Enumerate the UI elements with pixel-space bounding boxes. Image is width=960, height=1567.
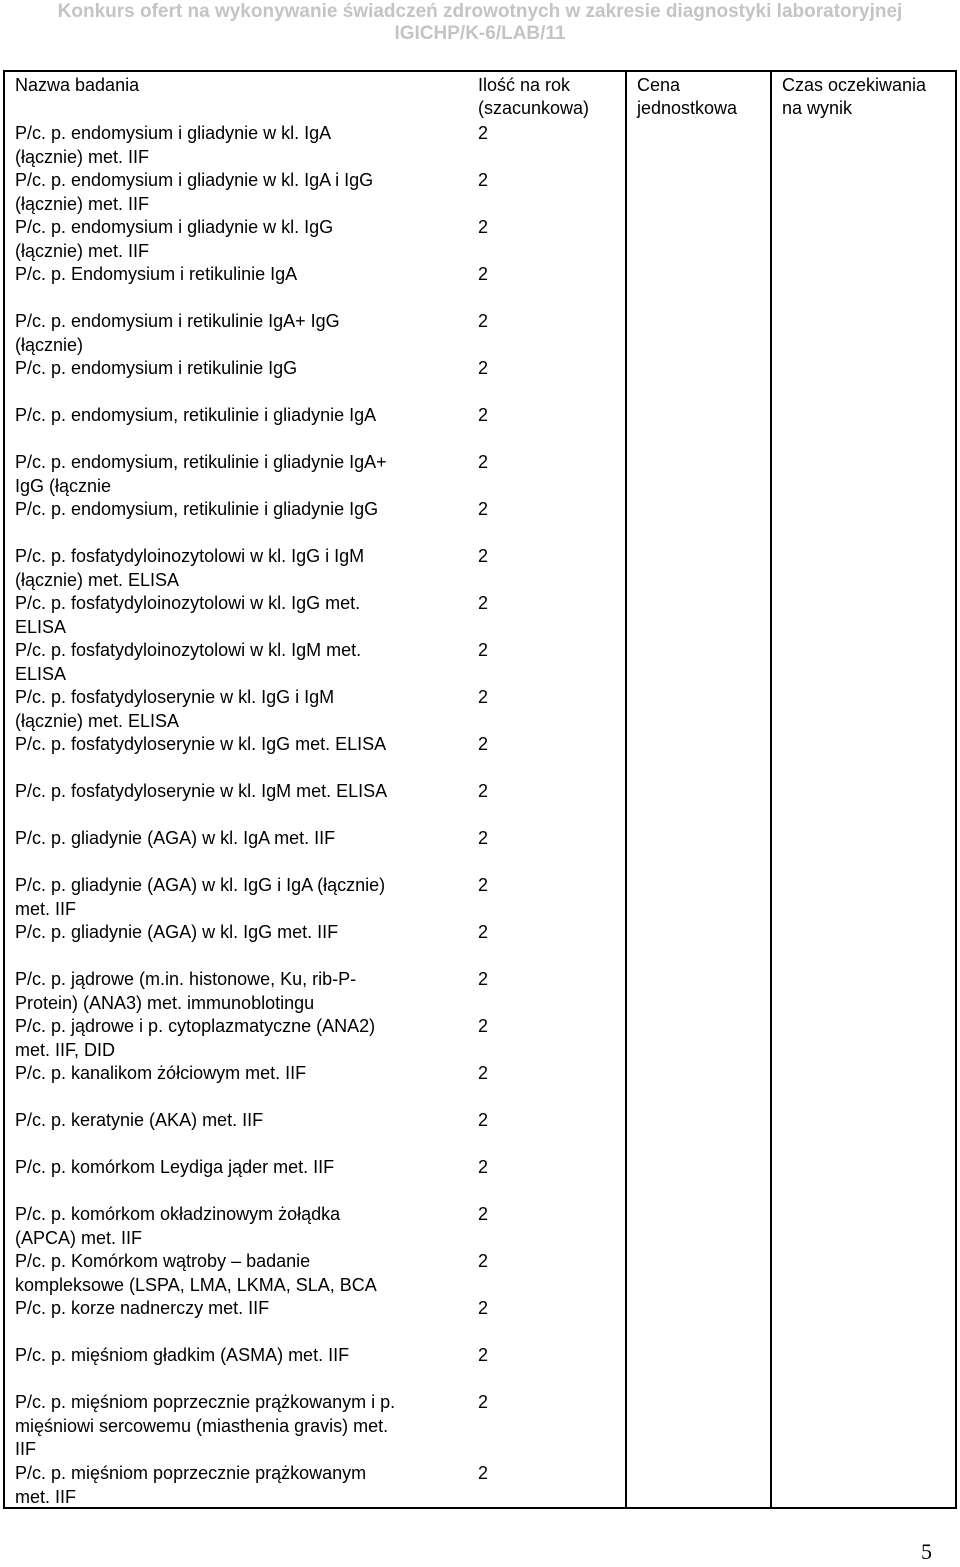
column-divider — [625, 1295, 627, 1342]
column-divider — [625, 731, 627, 778]
unit-price-cell — [625, 966, 770, 1013]
test-name-cell — [5, 449, 464, 496]
column-divider — [625, 167, 627, 214]
unit-price-cell — [625, 590, 770, 637]
wait-time-cell — [770, 120, 955, 167]
wait-time-cell — [770, 214, 955, 261]
quantity-cell — [464, 1013, 625, 1060]
unit-price-cell — [625, 1154, 770, 1201]
unit-price-cell — [625, 1460, 770, 1507]
column-divider — [770, 637, 772, 684]
column-divider — [625, 1389, 627, 1460]
test-name-cell — [5, 1107, 464, 1154]
unit-price-cell — [625, 261, 770, 308]
table-row — [3, 308, 957, 355]
quantity-cell — [464, 167, 625, 214]
column-divider — [770, 825, 772, 872]
quantity-cell — [464, 449, 625, 496]
quantity-cell — [464, 1154, 625, 1201]
quantity-value: 2 — [478, 1063, 489, 1083]
test-name-line: (łącznie) met. IIF — [15, 146, 150, 167]
column-divider — [625, 1460, 627, 1507]
test-name-line: P/c. p. fosfatydyloserynie w kl. IgG i IgM — [15, 687, 335, 707]
quantity-cell — [464, 402, 625, 449]
unit-price-cell — [625, 919, 770, 966]
test-name-line: ELISA — [15, 616, 67, 637]
quantity-cell — [464, 1295, 625, 1342]
quantity-value: 2 — [478, 781, 489, 801]
test-name-line: IgG (łącznie — [15, 475, 112, 496]
quantity-value: 2 — [478, 1298, 489, 1318]
table-row — [3, 1013, 957, 1060]
column-divider — [770, 1013, 772, 1060]
table-row — [3, 120, 957, 167]
column-divider — [770, 731, 772, 778]
column-divider — [770, 496, 772, 543]
wait-time-cell — [770, 496, 955, 543]
test-name-line: P/c. p. Komórkom wątroby – badanie — [15, 1251, 311, 1271]
column-divider — [625, 1107, 627, 1154]
wait-time-cell — [770, 919, 955, 966]
column-divider — [625, 308, 627, 355]
quantity-value: 2 — [478, 170, 489, 190]
header-price-sublabel: jednostkowa — [637, 98, 738, 118]
unit-price-cell — [625, 1248, 770, 1295]
quantity-value: 2 — [478, 1392, 489, 1412]
unit-price-cell — [625, 637, 770, 684]
test-name-line: IIF — [15, 1439, 36, 1459]
unit-price-cell — [625, 1060, 770, 1107]
header-qty-cell — [464, 72, 625, 120]
table-row — [3, 1060, 957, 1107]
column-divider — [625, 214, 627, 261]
test-name-cell — [5, 872, 464, 919]
table-row — [3, 872, 957, 919]
column-divider — [625, 72, 627, 120]
test-name-cell — [5, 355, 464, 402]
column-divider — [625, 919, 627, 966]
table-row — [3, 1248, 957, 1295]
quantity-value: 2 — [478, 687, 489, 707]
column-divider — [770, 872, 772, 919]
test-name-line: P/c. p. jądrowe (m.in. histonowe, Ku, rib-P- — [15, 969, 357, 989]
test-name-cell — [5, 1154, 464, 1201]
column-divider — [770, 1342, 772, 1389]
column-divider — [770, 1201, 772, 1248]
column-divider — [625, 355, 627, 402]
unit-price-cell — [625, 872, 770, 919]
quantity-value: 2 — [478, 828, 489, 848]
test-name-cell — [5, 778, 464, 825]
table-row — [3, 167, 957, 214]
header-qty-sublabel: (szacunkowa) — [478, 98, 590, 118]
table-row — [3, 966, 957, 1013]
document-header-title: Konkurs ofert na wykonywanie świadczeń zdrowotnych w zakresie diagnostyki laboratoryjnej — [57, 1, 903, 22]
table-row — [3, 449, 957, 496]
test-name-cell — [5, 1295, 464, 1342]
table-row — [3, 590, 957, 637]
unit-price-cell — [625, 214, 770, 261]
column-divider — [770, 1389, 772, 1460]
quantity-cell — [464, 1248, 625, 1295]
column-divider — [625, 496, 627, 543]
header-price-label: Cena — [637, 75, 681, 95]
wait-time-cell — [770, 1107, 955, 1154]
column-divider — [770, 1460, 772, 1507]
quantity-cell — [464, 825, 625, 872]
quantity-value: 2 — [478, 1463, 489, 1483]
wait-time-cell — [770, 402, 955, 449]
unit-price-cell — [625, 1342, 770, 1389]
quantity-value: 2 — [478, 546, 489, 566]
quantity-cell — [464, 684, 625, 731]
table-row — [3, 261, 957, 308]
test-name-line: P/c. p. komórkom Leydiga jąder met. IIF — [15, 1157, 335, 1177]
unit-price-cell — [625, 731, 770, 778]
test-name-line: P/c. p. mięśniom poprzecznie prążkowanym i p. — [15, 1392, 396, 1412]
table-row — [3, 1295, 957, 1342]
test-name-line: (łącznie) met. IIF — [15, 193, 150, 214]
test-name-line: P/c. p. endomysium i retikulinie IgA+ IgG — [15, 311, 340, 331]
quantity-value: 2 — [478, 123, 489, 143]
test-name-line: P/c. p. komórkom okładzinowym żołądka — [15, 1204, 341, 1224]
column-divider — [625, 872, 627, 919]
unit-price-cell — [625, 167, 770, 214]
test-name-line: P/c. p. mięśniom gładkim (ASMA) met. IIF — [15, 1345, 350, 1365]
column-divider — [770, 590, 772, 637]
test-name-line: P/c. p. gliadynie (AGA) w kl. IgG met. IIF — [15, 922, 339, 942]
wait-time-cell — [770, 1201, 955, 1248]
test-name-cell — [5, 402, 464, 449]
quantity-cell — [464, 1389, 625, 1460]
lab-tests-table — [3, 70, 957, 1509]
page-number: 5 — [921, 1539, 932, 1564]
test-name-cell — [5, 1389, 464, 1460]
header-wait-cell — [770, 72, 955, 120]
test-name-line: P/c. p. kanalikom żółciowym met. IIF — [15, 1063, 307, 1083]
test-name-cell — [5, 1060, 464, 1107]
unit-price-cell — [625, 1013, 770, 1060]
column-divider — [625, 1342, 627, 1389]
test-name-cell — [5, 1013, 464, 1060]
quantity-value: 2 — [478, 1016, 489, 1036]
test-name-cell — [5, 966, 464, 1013]
quantity-cell — [464, 637, 625, 684]
column-divider — [625, 1154, 627, 1201]
quantity-cell — [464, 919, 625, 966]
header-wait-label: Czas oczekiwania — [782, 75, 927, 95]
wait-time-cell — [770, 1013, 955, 1060]
column-divider — [770, 966, 772, 1013]
wait-time-cell — [770, 1460, 955, 1507]
test-name-cell — [5, 261, 464, 308]
column-divider — [770, 355, 772, 402]
test-name-line: met. IIF — [15, 1486, 77, 1507]
header-name-cell — [5, 72, 464, 120]
column-divider — [625, 449, 627, 496]
wait-time-cell — [770, 1295, 955, 1342]
column-divider — [625, 402, 627, 449]
column-divider — [770, 1248, 772, 1295]
quantity-cell — [464, 1107, 625, 1154]
table-row — [3, 825, 957, 872]
test-name-line: (łącznie) met. ELISA — [15, 569, 180, 590]
table-row — [3, 1389, 957, 1460]
test-name-line: P/c. p. fosfatydyloserynie w kl. IgM met. ELISA — [15, 781, 388, 801]
unit-price-cell — [625, 778, 770, 825]
test-name-cell — [5, 1248, 464, 1295]
test-name-cell — [5, 214, 464, 261]
test-name-line: P/c. p. gliadynie (AGA) w kl. IgG i IgA (łącznie) — [15, 875, 386, 895]
column-divider — [625, 778, 627, 825]
column-divider — [770, 402, 772, 449]
quantity-cell — [464, 120, 625, 167]
column-divider — [625, 1060, 627, 1107]
wait-time-cell — [770, 1060, 955, 1107]
unit-price-cell — [625, 825, 770, 872]
column-divider — [625, 684, 627, 731]
wait-time-cell — [770, 872, 955, 919]
test-name-cell — [5, 590, 464, 637]
quantity-value: 2 — [478, 264, 489, 284]
wait-time-cell — [770, 261, 955, 308]
quantity-value: 2 — [478, 311, 489, 331]
wait-time-cell — [770, 1154, 955, 1201]
column-divider — [625, 1248, 627, 1295]
wait-time-cell — [770, 355, 955, 402]
test-name-cell — [5, 496, 464, 543]
table-row — [3, 496, 957, 543]
table-row — [3, 1107, 957, 1154]
test-name-cell — [5, 543, 464, 590]
unit-price-cell — [625, 120, 770, 167]
test-name-line: P/c. p. fosfatydyloinozytolowi w kl. IgG met. — [15, 593, 361, 613]
test-name-line: P/c. p. fosfatydyloinozytolowi w kl. IgG i IgM — [15, 546, 365, 566]
unit-price-cell — [625, 684, 770, 731]
quantity-value: 2 — [478, 875, 489, 895]
unit-price-cell — [625, 1295, 770, 1342]
unit-price-cell — [625, 355, 770, 402]
wait-time-cell — [770, 825, 955, 872]
column-divider — [770, 308, 772, 355]
table-row — [3, 214, 957, 261]
wait-time-cell — [770, 167, 955, 214]
unit-price-cell — [625, 449, 770, 496]
table-header-row — [3, 70, 957, 120]
test-name-line: mięśniowi sercowemu (miasthenia gravis) met. — [15, 1415, 389, 1436]
quantity-cell — [464, 731, 625, 778]
column-divider — [625, 543, 627, 590]
test-name-line: met. IIF, DID — [15, 1039, 116, 1060]
quantity-value: 2 — [478, 452, 489, 472]
column-divider — [770, 120, 772, 167]
test-name-line: P/c. p. gliadynie (AGA) w kl. IgA met. IIF — [15, 828, 336, 848]
column-divider — [770, 261, 772, 308]
quantity-cell — [464, 590, 625, 637]
quantity-value: 2 — [478, 358, 489, 378]
test-name-cell — [5, 308, 464, 355]
quantity-cell — [464, 778, 625, 825]
wait-time-cell — [770, 1342, 955, 1389]
column-divider — [625, 1013, 627, 1060]
quantity-value: 2 — [478, 734, 489, 754]
unit-price-cell — [625, 1389, 770, 1460]
wait-time-cell — [770, 308, 955, 355]
quantity-cell — [464, 1342, 625, 1389]
quantity-value: 2 — [478, 499, 489, 519]
quantity-value: 2 — [478, 1157, 489, 1177]
table-row — [3, 731, 957, 778]
quantity-cell — [464, 872, 625, 919]
unit-price-cell — [625, 496, 770, 543]
wait-time-cell — [770, 731, 955, 778]
wait-time-cell — [770, 778, 955, 825]
column-divider — [625, 966, 627, 1013]
column-divider — [770, 543, 772, 590]
wait-time-cell — [770, 1389, 955, 1460]
column-divider — [770, 1154, 772, 1201]
quantity-cell — [464, 261, 625, 308]
test-name-line: P/c. p. Endomysium i retikulinie IgA — [15, 264, 298, 284]
header-wait-sublabel: na wynik — [782, 98, 853, 118]
column-divider — [770, 684, 772, 731]
unit-price-cell — [625, 402, 770, 449]
column-divider — [625, 261, 627, 308]
test-name-cell — [5, 1460, 464, 1507]
header-name-label: Nazwa badania — [15, 75, 140, 95]
column-divider — [770, 167, 772, 214]
test-name-cell — [5, 731, 464, 778]
quantity-cell — [464, 308, 625, 355]
unit-price-cell — [625, 308, 770, 355]
table-row — [3, 355, 957, 402]
test-name-line: P/c. p. endomysium i gliadynie w kl. IgG — [15, 217, 334, 237]
test-name-line: P/c. p. endomysium, retikulinie i gliadynie IgG — [15, 499, 379, 519]
test-name-line: P/c. p. endomysium i retikulinie IgG — [15, 358, 298, 378]
unit-price-cell — [625, 1201, 770, 1248]
column-divider — [770, 449, 772, 496]
wait-time-cell — [770, 966, 955, 1013]
column-divider — [770, 214, 772, 261]
column-divider — [625, 120, 627, 167]
table-row — [3, 1342, 957, 1389]
quantity-value: 2 — [478, 922, 489, 942]
test-name-line: P/c. p. endomysium i gliadynie w kl. IgA i IgG — [15, 170, 374, 190]
test-name-cell — [5, 1201, 464, 1248]
test-name-line: P/c. p. keratynie (AKA) met. IIF — [15, 1110, 264, 1130]
column-divider — [770, 778, 772, 825]
column-divider — [625, 825, 627, 872]
table-row — [3, 684, 957, 731]
quantity-value: 2 — [478, 969, 489, 989]
test-name-line: P/c. p. endomysium, retikulinie i gliadynie IgA+ — [15, 452, 387, 472]
test-name-cell — [5, 1342, 464, 1389]
test-name-cell — [5, 684, 464, 731]
test-name-cell — [5, 919, 464, 966]
test-name-line: met. IIF — [15, 898, 77, 919]
test-name-line: P/c. p. fosfatydyloserynie w kl. IgG met. ELISA — [15, 734, 387, 754]
quantity-value: 2 — [478, 593, 489, 613]
wait-time-cell — [770, 449, 955, 496]
unit-price-cell — [625, 1107, 770, 1154]
table-row — [3, 543, 957, 590]
test-name-line: P/c. p. endomysium i gliadynie w kl. IgA — [15, 123, 332, 143]
wait-time-cell — [770, 543, 955, 590]
wait-time-cell — [770, 590, 955, 637]
document-header-reference: IGICHP/K-6/LAB/11 — [394, 23, 566, 44]
test-name-line: (łącznie) met. ELISA — [15, 710, 180, 731]
column-divider — [770, 1107, 772, 1154]
quantity-cell — [464, 355, 625, 402]
column-divider — [625, 1201, 627, 1248]
test-name-cell — [5, 167, 464, 214]
quantity-cell — [464, 214, 625, 261]
column-divider — [625, 637, 627, 684]
table-row — [3, 919, 957, 966]
table-row — [3, 1154, 957, 1201]
column-divider — [770, 72, 772, 120]
test-name-line: (łącznie) — [15, 334, 84, 355]
column-divider — [770, 1295, 772, 1342]
test-name-line: (APCA) met. IIF — [15, 1227, 143, 1248]
test-name-cell — [5, 825, 464, 872]
column-divider — [770, 1060, 772, 1107]
wait-time-cell — [770, 637, 955, 684]
table-row — [3, 402, 957, 449]
quantity-cell — [464, 966, 625, 1013]
wait-time-cell — [770, 1248, 955, 1295]
quantity-cell — [464, 496, 625, 543]
test-name-line: P/c. p. jądrowe i p. cytoplazmatyczne (ANA2) — [15, 1016, 376, 1036]
test-name-line: P/c. p. fosfatydyloinozytolowi w kl. IgM met. — [15, 640, 362, 660]
quantity-cell — [464, 1460, 625, 1507]
quantity-value: 2 — [478, 1345, 489, 1365]
table-row — [3, 1201, 957, 1248]
quantity-value: 2 — [478, 1204, 489, 1224]
quantity-value: 2 — [478, 640, 489, 660]
table-row — [3, 1460, 957, 1509]
quantity-value: 2 — [478, 1251, 489, 1271]
wait-time-cell — [770, 684, 955, 731]
test-name-line: P/c. p. mięśniom poprzecznie prążkowanym — [15, 1463, 367, 1483]
test-name-line: P/c. p. endomysium, retikulinie i gliadynie IgA — [15, 405, 377, 425]
test-name-line: kompleksowe (LSPA, LMA, LKMA, SLA, BCA — [15, 1274, 377, 1295]
test-name-line: P/c. p. korze nadnerczy met. IIF — [15, 1298, 270, 1318]
quantity-value: 2 — [478, 405, 489, 425]
quantity-value: 2 — [478, 217, 489, 237]
column-divider — [625, 590, 627, 637]
table-row — [3, 637, 957, 684]
header-qty-label: Ilość na rok — [478, 75, 571, 95]
test-name-cell — [5, 120, 464, 167]
quantity-cell — [464, 1201, 625, 1248]
unit-price-cell — [625, 543, 770, 590]
test-name-cell — [5, 637, 464, 684]
test-name-line: Protein) (ANA3) met. immunoblotingu — [15, 992, 315, 1013]
quantity-cell — [464, 1060, 625, 1107]
table-row — [3, 778, 957, 825]
test-name-line: (łącznie) met. IIF — [15, 240, 150, 261]
column-divider — [770, 919, 772, 966]
test-name-line: ELISA — [15, 663, 67, 684]
quantity-value: 2 — [478, 1110, 489, 1130]
quantity-cell — [464, 543, 625, 590]
header-price-cell — [625, 72, 770, 120]
